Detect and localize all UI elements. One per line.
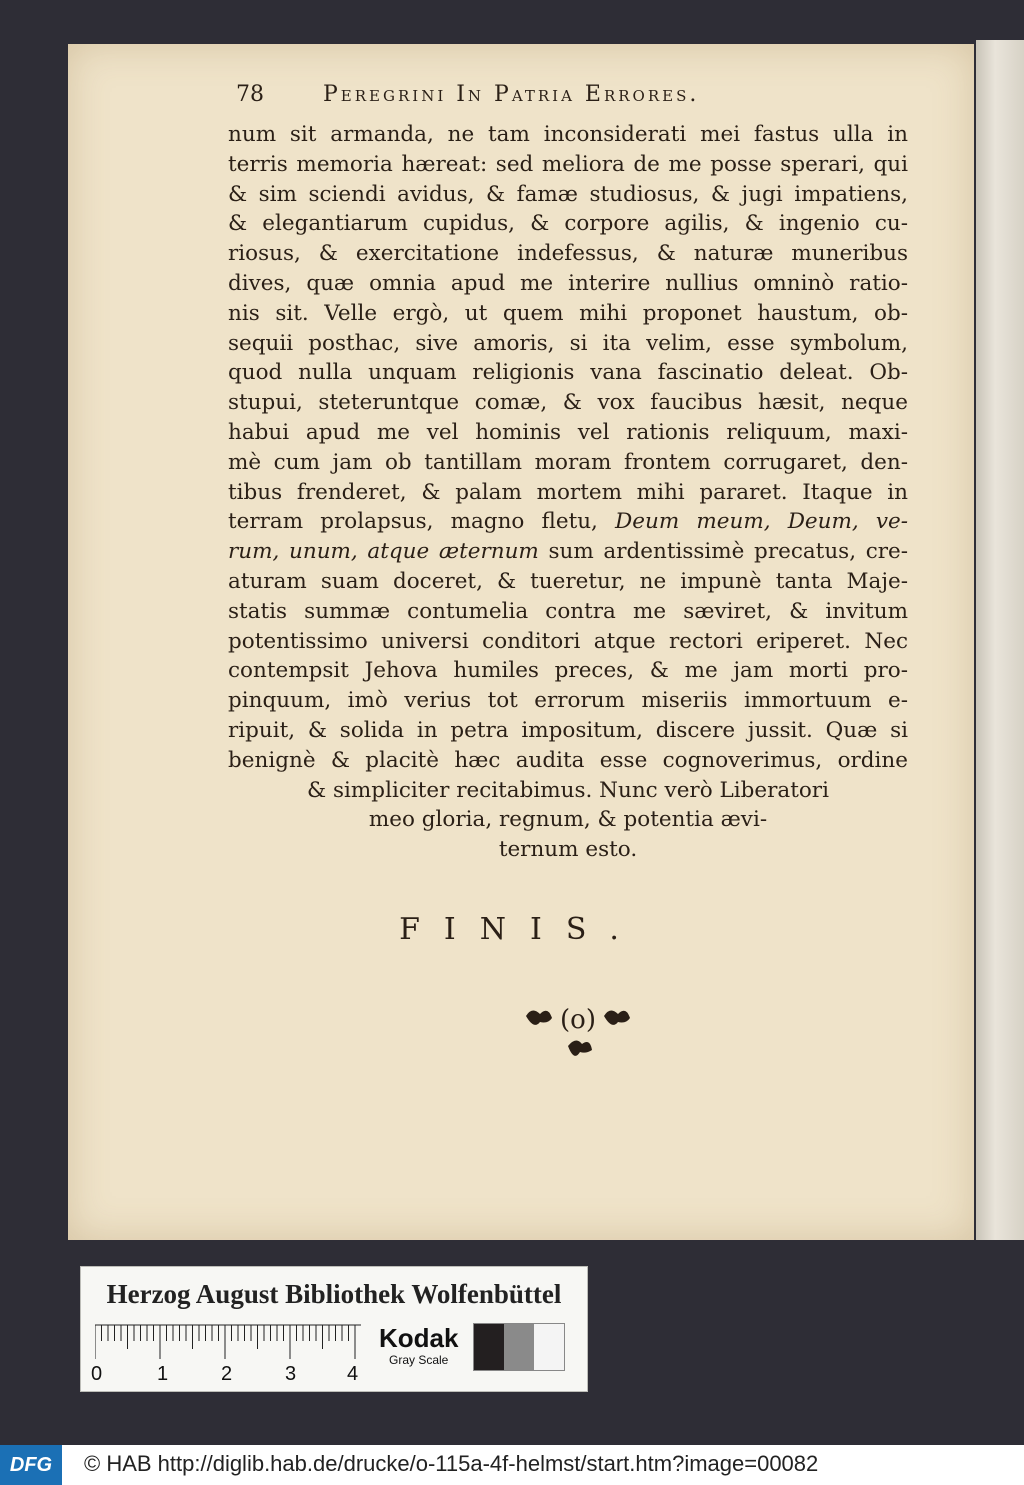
text-line: tibus frenderet, & palam mortem mihi pararet. Itaque in [228, 479, 908, 505]
italic-text: Deum meum, Deum, ve- [615, 509, 908, 535]
book-page [68, 44, 974, 1240]
text-line: potentissimo universi conditori atque rectori eriperet. Nec [228, 628, 908, 654]
text-line: pinquum, imò verius tot errorum miseriis immortuum e- [228, 688, 908, 714]
text-line: nis sit. Velle ergò, ut quem mihi proponet haustum, ob- [228, 300, 908, 326]
body-text [228, 120, 908, 865]
text-line: statis summæ contumelia contra me sæviret, & invitum [228, 598, 908, 624]
finis-heading: FINIS. [399, 912, 643, 947]
ruler-label-3: 3 [285, 1363, 297, 1385]
footer-bar [0, 1445, 1024, 1485]
text-line: terris memoria hæreat: sed meliora de me posse sperari, qui [228, 151, 908, 177]
text-line: num sit armanda, ne tam inconsiderati mei fastus ulla in [228, 122, 908, 147]
ruler-scale [95, 1323, 361, 1363]
text-run: sum ardentissimè precatus, cre- [538, 539, 908, 565]
next-page-edge [976, 40, 1024, 1240]
text-line: benignè & placitè hæc audita esse cognoverimus, ordine [228, 747, 908, 773]
text-line: riosus, & exercitatione indefessus, & naturæ muneribus [228, 241, 908, 267]
fleuron-ornament [508, 994, 648, 1074]
text-line: & sim sciendi avidus, & famæ studiosus, & jugi impatiens, [228, 181, 908, 207]
ruler-label-0: 0 [91, 1363, 103, 1385]
text-line: dives, quæ omnia apud me interire nullius omninò ratio- [228, 270, 908, 296]
italic-text: rum, unum, atque æternum [228, 539, 539, 565]
text-line: stupui, steteruntque comæ, & vox faucibus hæsit, neque [228, 390, 908, 416]
text-line: sequii posthac, sive amoris, si ita velim, esse symbolum, [228, 330, 908, 356]
ruler-label-1: 1 [157, 1363, 169, 1385]
text-line-mixed [228, 507, 908, 537]
text-line: meo gloria, regnum, & potentia ævi- [368, 807, 768, 833]
text-line: mè cum jam ob tantillam moram frontem corrugaret, den- [228, 449, 908, 475]
ruler-label-4: 4 [347, 1363, 359, 1385]
gray-patch [474, 1324, 504, 1370]
page-number: 78 [236, 82, 264, 107]
text-line: ternum esto. [498, 837, 638, 863]
text-line: habui apud me vel hominis vel rationis reliquum, maxi- [228, 419, 908, 445]
text-line: quod nulla unquam religionis vana fascinatio deleat. Ob- [228, 360, 908, 386]
text-line-mixed [228, 537, 908, 567]
text-line: & simpliciter recitabimus. Nunc verò Liberatori [307, 777, 829, 803]
kodak-logo: Kodak [379, 1323, 459, 1353]
text-run: terram prolapsus, magno fletu, [228, 509, 616, 535]
text-line: contempsit Jehova humiles preces, & me jam morti pro- [228, 658, 908, 684]
running-title: Peregrini In Patria Errores. [323, 82, 700, 107]
text-line: & elegantiarum cupidus, & corpore agilis, & ingenio cu- [228, 211, 908, 237]
gray-patch [534, 1324, 564, 1370]
dfg-logo: DFG [0, 1445, 62, 1485]
source-credit-link[interactable]: © HAB http://diglib.hab.de/drucke/o-115a-4f-helmst/start.htm?image=00082 [84, 1451, 819, 1476]
gray-scale-patches [473, 1323, 565, 1371]
text-line: ripuit, & solida in petra impositum, discere jussit. Quæ si [228, 717, 908, 743]
text-line: aturam suam doceret, & tueretur, ne impunè tanta Maje- [228, 568, 908, 594]
library-label-card [80, 1266, 588, 1392]
library-name: Herzog August Bibliothek Wolfenbüttel [106, 1279, 562, 1309]
ornament-glyph: (o) [560, 1005, 596, 1035]
kodak-subtitle: Gray Scale [389, 1353, 449, 1367]
gray-patch [504, 1324, 534, 1370]
page-header [236, 82, 856, 107]
ruler-label-2: 2 [221, 1363, 233, 1385]
